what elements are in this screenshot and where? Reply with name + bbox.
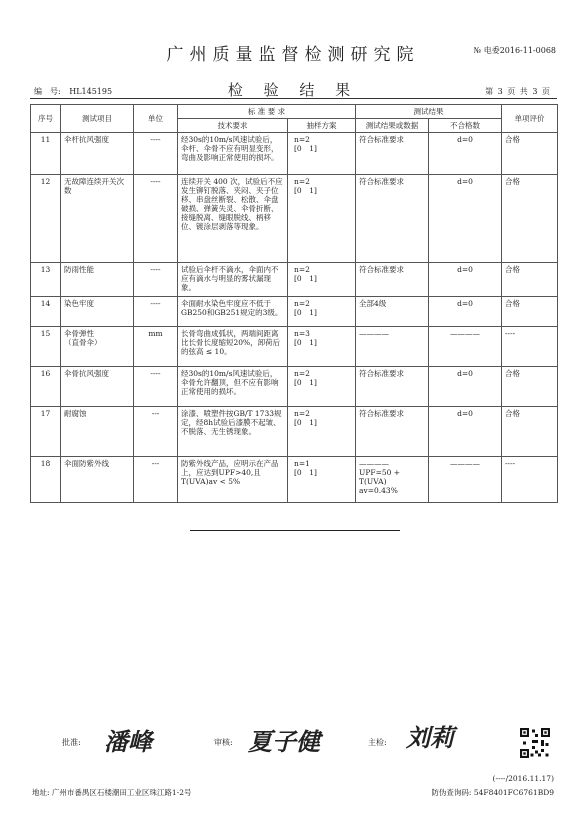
cell-result: ———— UPF=50 + T(UVA) av=0.43%	[356, 457, 429, 503]
anti-fake-code: 防伪查询码: 54F8401FC6761BD9	[431, 788, 554, 797]
cell-eval: ----	[502, 457, 558, 503]
qr-code-icon	[520, 728, 550, 758]
cell-no: 11	[31, 133, 61, 175]
report-number	[34, 86, 112, 97]
cell-no: 17	[31, 407, 61, 457]
institute-name: 广州质量监督检测研究院	[166, 45, 420, 65]
cell-sampling: n=1 [0 1]	[288, 457, 356, 503]
cell-fail: d=0	[429, 175, 502, 263]
col-header-fail: 不合格数	[429, 119, 502, 133]
table-row	[31, 175, 558, 263]
cell-sampling: n=2 [0 1]	[288, 133, 356, 175]
cell-result: 符合标准要求	[356, 263, 429, 297]
table-row	[31, 297, 558, 327]
cell-tech: 伞面耐水染色牢度应不低于GB250和GB251规定的3级。	[178, 297, 288, 327]
col-header-eval: 单项评价	[502, 105, 558, 133]
cell-sampling: n=3 [0 1]	[288, 327, 356, 367]
report-number-label: 编 号:	[34, 87, 61, 96]
address: 地址: 广州市番禺区石楼潮田工业区珠江路1-2号	[32, 788, 192, 797]
cell-fail: d=0	[429, 263, 502, 297]
cell-unit: ----	[134, 133, 178, 175]
cell-unit: ---	[134, 407, 178, 457]
cell-eval: 合格	[502, 297, 558, 327]
cell-item: 染色牢度	[61, 297, 134, 327]
cell-item: 无故障连续开关次数	[61, 175, 134, 263]
cell-result: 符合标准要求	[356, 133, 429, 175]
cell-no: 15	[31, 327, 61, 367]
col-header-standard: 标 准 要 求	[178, 105, 356, 119]
col-header-unit: 单位	[134, 105, 178, 133]
cell-sampling: n=2 [0 1]	[288, 407, 356, 457]
cell-fail: d=0	[429, 367, 502, 407]
cell-eval: ----	[502, 327, 558, 367]
results-body	[31, 133, 558, 503]
col-header-result: 测试结果或数据	[356, 119, 429, 133]
report-date: (----/2016.11.17)	[492, 774, 554, 783]
cell-eval: 合格	[502, 367, 558, 407]
cell-unit: ----	[134, 175, 178, 263]
cell-tech: 长骨弯曲成弧状，两端间距离比长骨长度缩短20%，卸荷后的弦高 ≤ 10。	[178, 327, 288, 367]
cell-unit: ----	[134, 367, 178, 407]
cell-fail: d=0	[429, 133, 502, 175]
inspect-signature: 刘莉	[406, 723, 454, 752]
cell-no: 18	[31, 457, 61, 503]
col-header-tech: 技术要求	[178, 119, 288, 133]
cell-no: 12	[31, 175, 61, 263]
cell-item: 防雨性能	[61, 263, 134, 297]
cell-unit: ----	[134, 297, 178, 327]
cell-result: ————	[356, 327, 429, 367]
cell-sampling: n=2 [0 1]	[288, 263, 356, 297]
cell-sampling: n=2 [0 1]	[288, 367, 356, 407]
table-row	[31, 327, 558, 367]
cell-no: 13	[31, 263, 61, 297]
cell-eval: 合格	[502, 175, 558, 263]
doc-number: № 电委2016-11-0068	[473, 46, 556, 55]
cell-unit: mm	[134, 327, 178, 367]
table-row	[31, 263, 558, 297]
cell-no: 16	[31, 367, 61, 407]
table-row	[31, 133, 558, 175]
cell-fail: d=0	[429, 297, 502, 327]
col-header-no: 序号	[31, 105, 61, 133]
cell-item: 伞杆抗风强度	[61, 133, 134, 175]
cell-result: 符合标准要求	[356, 175, 429, 263]
cell-fail: d=0	[429, 407, 502, 457]
report-number-value: HL145195	[69, 87, 113, 96]
review-signature: 夏子健	[248, 727, 320, 756]
cell-result: 符合标准要求	[356, 407, 429, 457]
cell-tech: 经30s的10m/s风速试验后，伞骨允许翻顶，但不应有影响正常使用的损坏。	[178, 367, 288, 407]
cell-item: 耐腐蚀	[61, 407, 134, 457]
header-divider	[30, 98, 557, 99]
cell-no: 14	[31, 297, 61, 327]
table-row	[31, 367, 558, 407]
cell-eval: 合格	[502, 263, 558, 297]
table-row	[31, 457, 558, 503]
approve-signature: 潘峰	[104, 727, 152, 756]
cell-item: 伞骨弹性 （直骨伞）	[61, 327, 134, 367]
review-label: 审核:	[214, 738, 233, 747]
col-header-sampling: 抽样方案	[288, 119, 356, 133]
cell-result: 全部4级	[356, 297, 429, 327]
cell-item: 伞骨抗风强度	[61, 367, 134, 407]
cell-tech: 防紫外线产品，应明示在产品上，应达到UPF>40,且T(UVA)av < 5%	[178, 457, 288, 503]
cell-tech: 涂漆、喷塑件按GB/T 1733规定，经8h试验后漆膜不起皱、不脱落、无生锈现象。	[178, 407, 288, 457]
results-table	[30, 104, 558, 503]
cell-eval: 合格	[502, 407, 558, 457]
cell-tech: 试验后伞杆不滴水，伞面内不应有滴水与明显的雾状漏现象。	[178, 263, 288, 297]
cell-sampling: n=2 [0 1]	[288, 297, 356, 327]
col-header-result-group: 测试结果	[356, 105, 502, 119]
cell-fail: ————	[429, 327, 502, 367]
inspect-label: 主检:	[368, 738, 387, 747]
col-header-item: 测试项目	[61, 105, 134, 133]
cell-tech: 经30s的10m/s风速试验后，伞杆、伞骨不应有明显变形，弯曲及影响正常使用的损坏。	[178, 133, 288, 175]
page-info: 第 3 页 共 3 页	[485, 87, 550, 96]
end-of-table-line	[190, 530, 400, 531]
cell-eval: 合格	[502, 133, 558, 175]
table-row	[31, 407, 558, 457]
cell-tech: 连续开关 400 次，试验后不应发生铆钉脱落、夹闷、夹子位移、串盘丝断裂、松散、伞盘破损、弹簧失灵、伞骨折断、接缝脱离、缝眼脱线、柄移位、镀涂层剥落等现象。	[178, 175, 288, 263]
cell-item: 伞面防紫外线	[61, 457, 134, 503]
cell-unit: ----	[134, 263, 178, 297]
cell-result: 符合标准要求	[356, 367, 429, 407]
page-title: 检 验 结 果	[227, 81, 359, 99]
cell-sampling: n=2 [0 1]	[288, 175, 356, 263]
approve-label: 批准:	[62, 738, 81, 747]
cell-unit: ---	[134, 457, 178, 503]
cell-fail: ————	[429, 457, 502, 503]
